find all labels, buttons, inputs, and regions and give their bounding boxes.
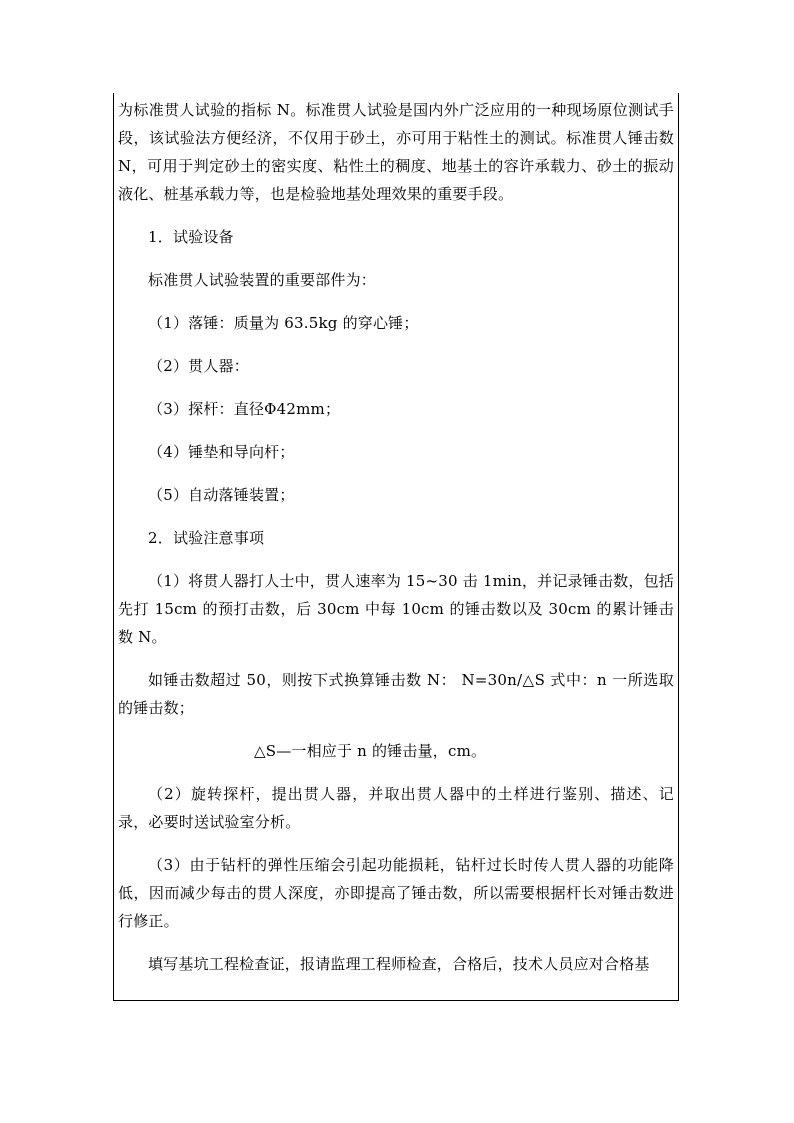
paragraph-components-intro: 标准贯人试验装置的重要部件为： [148,271,377,289]
paragraph-note-2: （2）旋转探杆，提出贯人器，并取出贯人器中的土样进行鉴别、描述、记录，必要时送试验室分析。 [118,785,674,831]
paragraph-note-3: （3）由于钻杆的弹性压缩会引起功能损耗，钻杆过长时传人贯人器的功能降低，因而减少每击的贯人深度，亦即提高了锤击数，所以需要根据杆长对锤击数进行修正。 [118,856,674,930]
document-body [118,96,674,978]
heading-test-equipment: 1．试验设备 [148,228,234,246]
heading-test-notes: 2．试验注意事项 [148,529,265,547]
paragraph-inspection: 填写基坑工程检查证，报请监理工程师检查，合格后，技术人员应对合格基 [148,955,650,973]
paragraph-conversion-formula: 如锤击数超过 50，则按下式换算锤击数 N： N=30n/△S 式中：n 一所选取的锤击数； [118,671,674,717]
list-item-drop-hammer: （1）落锤：质量为 63.5kg 的穿心锤； [148,314,419,332]
paragraph-formula-definition: △S—一相应于 n 的锤击量，cm。 [254,742,487,760]
list-item-auto-drop: （5）自动落锤装置； [148,486,295,504]
list-item-probe-rod: （3）探杆：直径Φ42mm； [148,400,341,418]
paragraph-note-1: （1）将贯人器打人士中，贯人速率为 15~30 击 1min，并记录锤击数，包括先打 15cm 的预打击数，后 30cm 中每 10cm 的锤击数以及 30cm 的累计锤击数 N。 [118,572,674,646]
list-item-penetrator: （2）贯人器： [148,357,249,375]
paragraph-intro: 为标准贯人试验的指标 N。标准贯人试验是国内外广泛应用的一种现场原位测试手段，该试验法方便经济，不仅用于砂土，亦可用于粘性土的测试。标准贯人锤击数 N，可用于判定砂土的密实度、粘性土的稠度、地基土的容许承载力、砂土的振动液化、桩基承载力等，也是检验地基处理效果的重要手段。 [118,101,674,203]
list-item-hammer-pad: （4）锤垫和导向杆； [148,443,295,461]
